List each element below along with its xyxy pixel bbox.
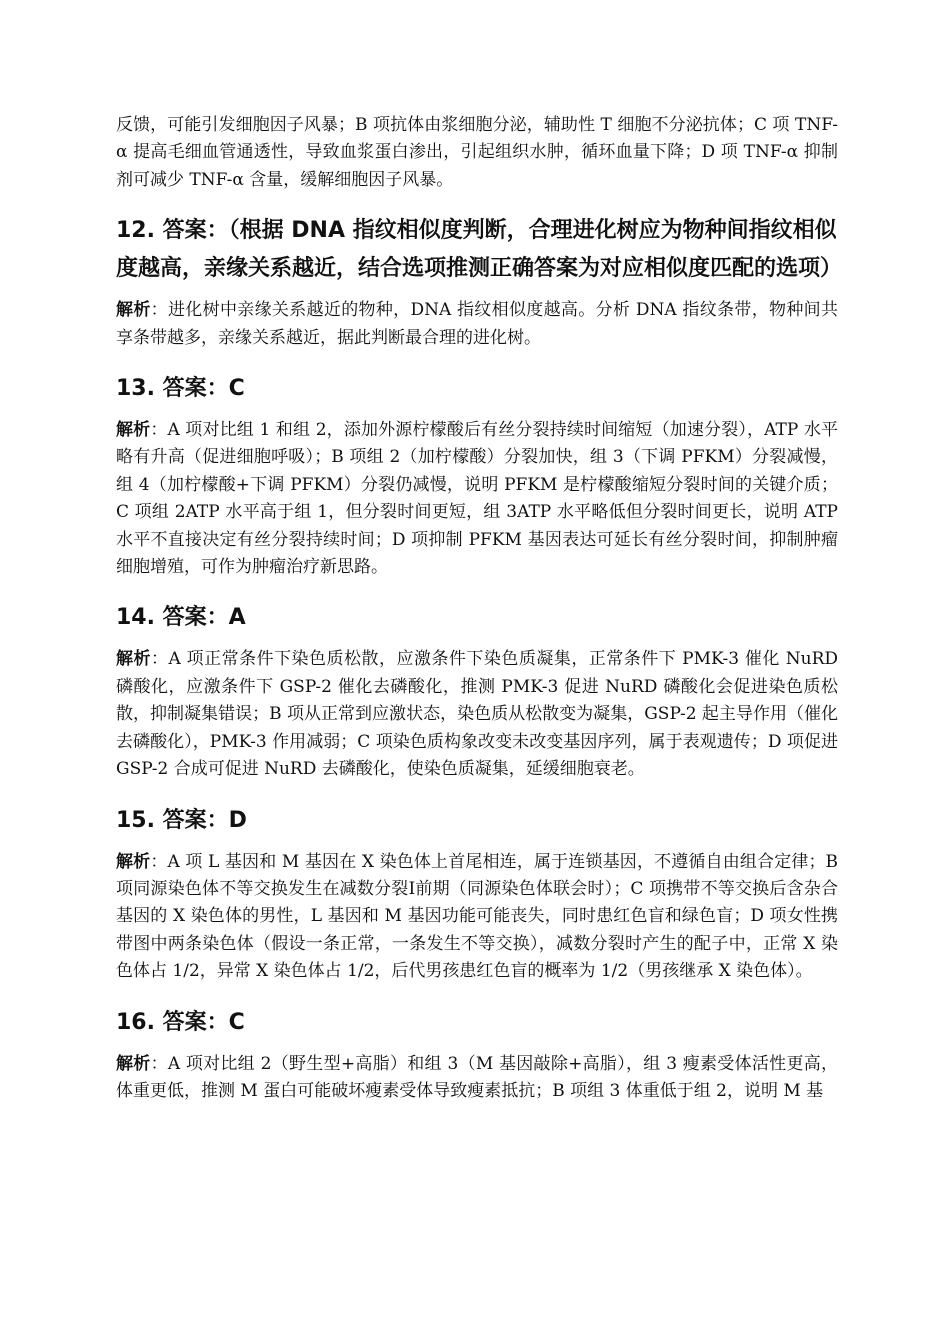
analysis-text: ：A 项对比组 2（野生型+高脂）和组 3（M 基因敲除+高脂），组 3 瘦素受体活性更高，体重更低，推测 M 蛋白可能破坏瘦素受体导致瘦素抵抗；B 项组 3 体重低于组 2，说明 M 基 bbox=[116, 1053, 839, 1101]
answer-heading-12: 12. 答案：（根据 DNA 指纹相似度判断，合理进化树应为物种间指纹相似度越高，亲缘关系越近，结合选项推测正确答案为对应相似度匹配的选项） bbox=[116, 218, 843, 281]
answer-heading-14: 14. 答案：A bbox=[116, 605, 246, 631]
intro-paragraph: 反馈，可能引发细胞因子风暴；B 项抗体由浆细胞分泌，辅助性 T 细胞不分泌抗体；C 项 TNF-α 提高毛细血管通透性，导致血浆蛋白渗出，引起组织水肿，循环血量下降；D 项 TNF-α 抑制剂可减少 TNF-α 含量，缓解细胞因子风暴。 bbox=[116, 115, 838, 190]
answer-section-13 bbox=[116, 352, 838, 581]
analysis-label: 解析 bbox=[116, 649, 151, 670]
analysis-label: 解析 bbox=[116, 851, 151, 872]
analysis-text: ：A 项 L 基因和 M 基因在 X 染色体上首尾相连，属于连锁基因，不遵循自由组合定律；B 项同源染色体不等交换发生在减数分裂Ⅰ前期（同源染色体联会时）；C 项携带不等交换后含杂合基因的 X 染色体的男性，L 基因和 M 基因功能可能丧失，同时患红色盲和绿色盲；D 项女性携带图中两条染色体（假设一条正常，一条发生不等交换），减数分裂时产生的配子中，正常 X 染色体占 1/2，异常 X 染色体占 1/2，后代男孩患红色盲的概率为 1/2（男孩继承 X 染色体）。 bbox=[116, 851, 839, 982]
analysis-paragraph-12 bbox=[116, 297, 838, 352]
analysis-paragraph-14 bbox=[116, 646, 838, 783]
answer-heading-16: 16. 答案：C bbox=[116, 1009, 245, 1035]
analysis-paragraph-16 bbox=[116, 1051, 838, 1106]
answer-heading-15: 15. 答案：D bbox=[116, 807, 247, 833]
analysis-label: 解析 bbox=[116, 420, 151, 441]
analysis-label: 解析 bbox=[116, 300, 151, 321]
analysis-paragraph-13 bbox=[116, 417, 838, 581]
analysis-label: 解析 bbox=[116, 1053, 151, 1074]
analysis-text: ：进化树中亲缘关系越近的物种，DNA 指纹相似度越高。分析 DNA 指纹条带，物种间共享条带越多，亲缘关系越近，据此判断最合理的进化树。 bbox=[116, 300, 839, 348]
answer-heading-13: 13. 答案：C bbox=[116, 376, 245, 402]
analysis-text: ：A 项对比组 1 和组 2，添加外源柠檬酸后有丝分裂持续时间缩短（加速分裂），ATP 水平略有升高（促进细胞呼吸）；B 项组 2（加柠檬酸）分裂加快，组 3（下调 PFKM）分裂减慢，组 4（加柠檬酸+下调 PFKM）分裂仍减慢，说明 PFKM 是柠檬酸缩短分裂时间的关键介质；C 项组 2ATP 水平高于组 1，但分裂时间更短，组 3ATP 水平略低但分裂时间更长，说明 ATP 水平不直接决定有丝分裂持续时间；D 项抑制 PFKM 基因表达可延长有丝分裂时间，抑制肿瘤细胞增殖，可作为肿瘤治疗新思路。 bbox=[116, 420, 838, 578]
answer-section-12 bbox=[116, 194, 843, 352]
answer-section-16 bbox=[116, 986, 838, 1106]
answer-section-15 bbox=[116, 784, 838, 986]
analysis-text: ：A 项正常条件下染色质松散，应激条件下染色质凝集，正常条件下 PMK-3 催化 NuRD 磷酸化，应激条件下 GSP-2 催化去磷酸化，推测 PMK-3 促进 NuRD 磷酸化会促进染色质松散，抑制凝集错误；B 项从正常到应激状态，染色质从松散变为凝集，GSP-2 起主导作用（催化去磷酸化），PMK-3 作用减弱；C 项染色质构象改变未改变基因序列，属于表观遗传；D 项促进 GSP-2 合成可促进 NuRD 去磷酸化，使染色质凝集，延缓细胞衰老。 bbox=[116, 649, 839, 780]
answer-section-14 bbox=[116, 581, 838, 783]
document-page bbox=[116, 112, 843, 1105]
analysis-paragraph-15 bbox=[116, 849, 838, 986]
